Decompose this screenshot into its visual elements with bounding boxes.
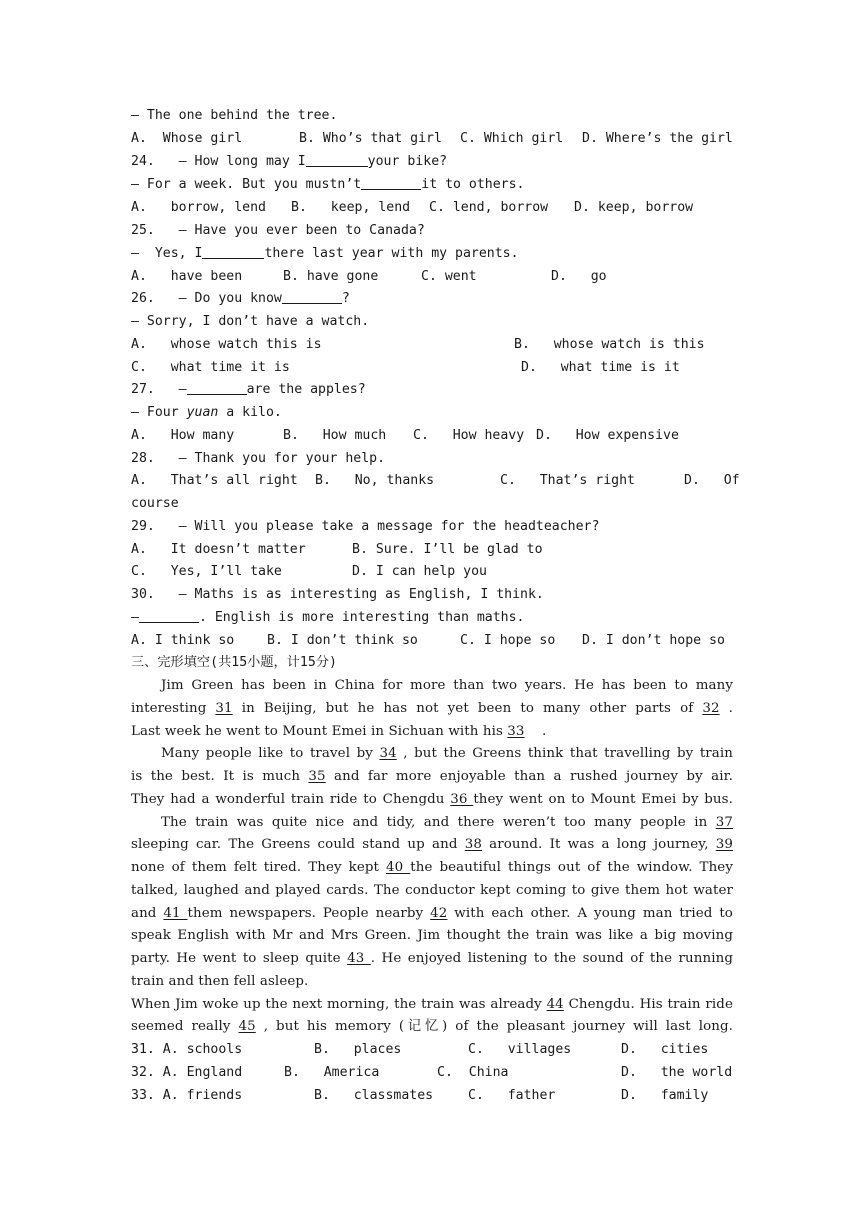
- q25-option-d: D. go: [551, 269, 607, 284]
- q29-option-b: B. Sure. I’ll be glad to: [352, 542, 543, 557]
- q26-option-d: D. what time is it: [521, 360, 680, 375]
- q23-answer: — The one behind the tree.: [131, 108, 338, 123]
- q28-option-d: D. Of: [684, 473, 740, 488]
- q27-options: [131, 425, 733, 447]
- passage-line: interesting 31 in Beijing, but he has not yet been to many other parts of 32 .: [131, 701, 734, 716]
- q31-option-b: B. places: [314, 1042, 402, 1057]
- answer-blank: [202, 244, 264, 259]
- q23-option-c: C. Which girl: [460, 131, 564, 146]
- q32-option-c: C. China: [437, 1065, 509, 1080]
- blank-number: 38: [464, 837, 482, 852]
- q24-option-c: C. lend, borrow: [429, 200, 549, 215]
- passage-line: The train was quite nice and tidy, and there weren’t too many people in 37: [161, 815, 733, 830]
- passage-line: Last week he went to Mount Emei in Sichuan with his 33 .: [131, 724, 547, 739]
- q33-option-c: C. father: [468, 1088, 556, 1103]
- blank-number: 42: [430, 906, 448, 921]
- q31-option-d: D. cities: [621, 1042, 709, 1057]
- q27-question: 27. — are the apples?: [131, 382, 366, 397]
- q25-answer: — Yes, I there last year with my parents.: [131, 246, 519, 261]
- q24-answer: — For a week. But you mustn’t it to others.: [131, 177, 525, 192]
- q26-option-b: B. whose watch is this: [514, 337, 705, 352]
- q30-option-a: A. I think so: [131, 633, 235, 648]
- q25-option-b: B. have gone: [283, 269, 379, 284]
- q27-option-b: B. How much: [283, 428, 387, 443]
- blank-number: 36: [450, 792, 474, 807]
- blank-number: 37: [715, 815, 733, 830]
- q23-option-b: B. Who’s that girl: [299, 131, 442, 146]
- passage-line: When Jim woke up the next morning, the train was already 44 Chengdu. His train ride: [131, 997, 733, 1012]
- q29-option-c: C. Yes, I’ll take: [131, 564, 282, 579]
- answer-blank: [139, 608, 199, 623]
- blank-number: 40: [386, 860, 411, 875]
- q24-question: 24. — How long may I your bike?: [131, 154, 448, 169]
- q24-option-b: B. keep, lend: [291, 200, 411, 215]
- q33-option-b: B. classmates: [314, 1088, 434, 1103]
- blank-number: 45: [238, 1019, 256, 1034]
- q26-option-a: A. whose watch this is: [131, 337, 322, 352]
- section-heading: 三、完形填空(共15小题，计15分): [131, 655, 337, 670]
- q30-options: [131, 630, 733, 652]
- blank-number: 43: [347, 951, 371, 966]
- q28-options: [131, 470, 740, 492]
- q29-option-a: A. It doesn’t matter: [131, 542, 306, 557]
- q26-answer: — Sorry, I don’t have a watch.: [131, 314, 370, 329]
- blank-number: 35: [308, 769, 326, 784]
- blank-number: 39: [715, 837, 733, 852]
- q28-question: 28. — Thank you for your help.: [131, 451, 386, 466]
- q26-options-row2: [131, 357, 733, 379]
- q31-option-c: C. villages: [468, 1042, 572, 1057]
- q26-option-c: C. what time it is: [131, 360, 290, 375]
- q29-options-row2: [131, 561, 733, 583]
- q31-option-a: 31. A. schools: [131, 1042, 243, 1057]
- blank-number: 34: [379, 746, 397, 761]
- q33-option-d: D. family: [621, 1088, 709, 1103]
- passage-line: talked, laughed and played cards. The conductor kept coming to give them hot water: [131, 883, 733, 898]
- blank-number: 33: [507, 724, 525, 739]
- q27-option-d: D. How expensive: [536, 428, 679, 443]
- q32-option-d: D. the world: [621, 1065, 733, 1080]
- q27-option-c: C. How heavy: [413, 428, 525, 443]
- passage-line: Jim Green has been in China for more than two years. He has been to many: [161, 678, 733, 693]
- q33-option-a: 33. A. friends: [131, 1088, 243, 1103]
- q26-options-row1: [131, 334, 733, 356]
- answer-blank: [187, 380, 247, 395]
- q25-option-c: C. went: [421, 269, 477, 284]
- q25-options: [131, 266, 733, 288]
- q30-option-c: C. I hope so: [460, 633, 556, 648]
- q33-options: [131, 1085, 733, 1107]
- q24-option-d: D. keep, borrow: [574, 200, 694, 215]
- passage-line: speak English with Mr and Mrs Green. Jim thought the train was like a big moving: [131, 928, 733, 943]
- passage-line: none of them felt tired. They kept 40 the beautiful things out of the window. They: [131, 860, 733, 875]
- q30-option-d: D. I don’t hope so: [582, 633, 725, 648]
- q32-option-b: B. America: [284, 1065, 380, 1080]
- q29-question: 29. — Will you please take a message for the headteacher?: [131, 519, 600, 534]
- passage-line: is the best. It is much 35 and far more enjoyable than a rushed journey by air.: [131, 769, 733, 784]
- answer-blank: [361, 175, 421, 190]
- passage-line: sleeping car. The Greens could stand up and 38 around. It was a long journey, 39: [131, 837, 733, 852]
- blank-number: 32: [702, 701, 720, 716]
- q30-answer: — . English is more interesting than maths.: [131, 610, 525, 625]
- answer-blank: [306, 152, 368, 167]
- q27-answer: — Four yuan a kilo.: [131, 405, 282, 420]
- blank-number: 41: [163, 906, 188, 921]
- passage-line: seemed really 45 , but his memory (记忆) of the pleasant journey will last long.: [131, 1019, 733, 1034]
- q25-option-a: A. have been: [131, 269, 243, 284]
- passage-line: and 41 them newspapers. People nearby 42 with each other. A young man tried to: [131, 906, 733, 921]
- q32-option-a: 32. A. England: [131, 1065, 243, 1080]
- q26-question: 26. — Do you know ?: [131, 291, 350, 306]
- passage-line: train and then fell asleep.: [131, 974, 309, 989]
- q24-option-a: A. borrow, lend: [131, 200, 266, 215]
- q28-option-c: C. That’s right: [500, 473, 635, 488]
- passage-line: Many people like to travel by 34 , but the Greens think that travelling by train: [161, 746, 733, 761]
- q24-options: [131, 197, 733, 219]
- q30-option-b: B. I don’t think so: [267, 633, 418, 648]
- q27-option-a: A. How many: [131, 428, 235, 443]
- q23-options: [131, 128, 733, 150]
- blank-number: 31: [215, 701, 233, 716]
- q23-option-a: A. Whose girl: [131, 131, 243, 146]
- blank-number: 44: [546, 997, 564, 1012]
- answer-blank: [282, 289, 342, 304]
- q31-options: [131, 1039, 733, 1061]
- q30-question: 30. — Maths is as interesting as English, I think.: [131, 587, 544, 602]
- q28-option-b: B. No, thanks: [315, 473, 435, 488]
- q28-option-d-wrap: course: [131, 496, 179, 511]
- q29-option-d: D. I can help you: [352, 564, 487, 579]
- q29-options-row1: [131, 539, 733, 561]
- q23-option-d: D. Where’s the girl: [582, 131, 733, 146]
- q25-question: 25. — Have you ever been to Canada?: [131, 223, 425, 238]
- passage-line: party. He went to sleep quite 43 . He enjoyed listening to the sound of the running: [131, 951, 733, 966]
- q32-options: [131, 1062, 733, 1084]
- passage-line: They had a wonderful train ride to Chengdu 36 they went on to Mount Emei by bus.: [131, 792, 733, 807]
- q28-option-a: A. That’s all right: [131, 473, 298, 488]
